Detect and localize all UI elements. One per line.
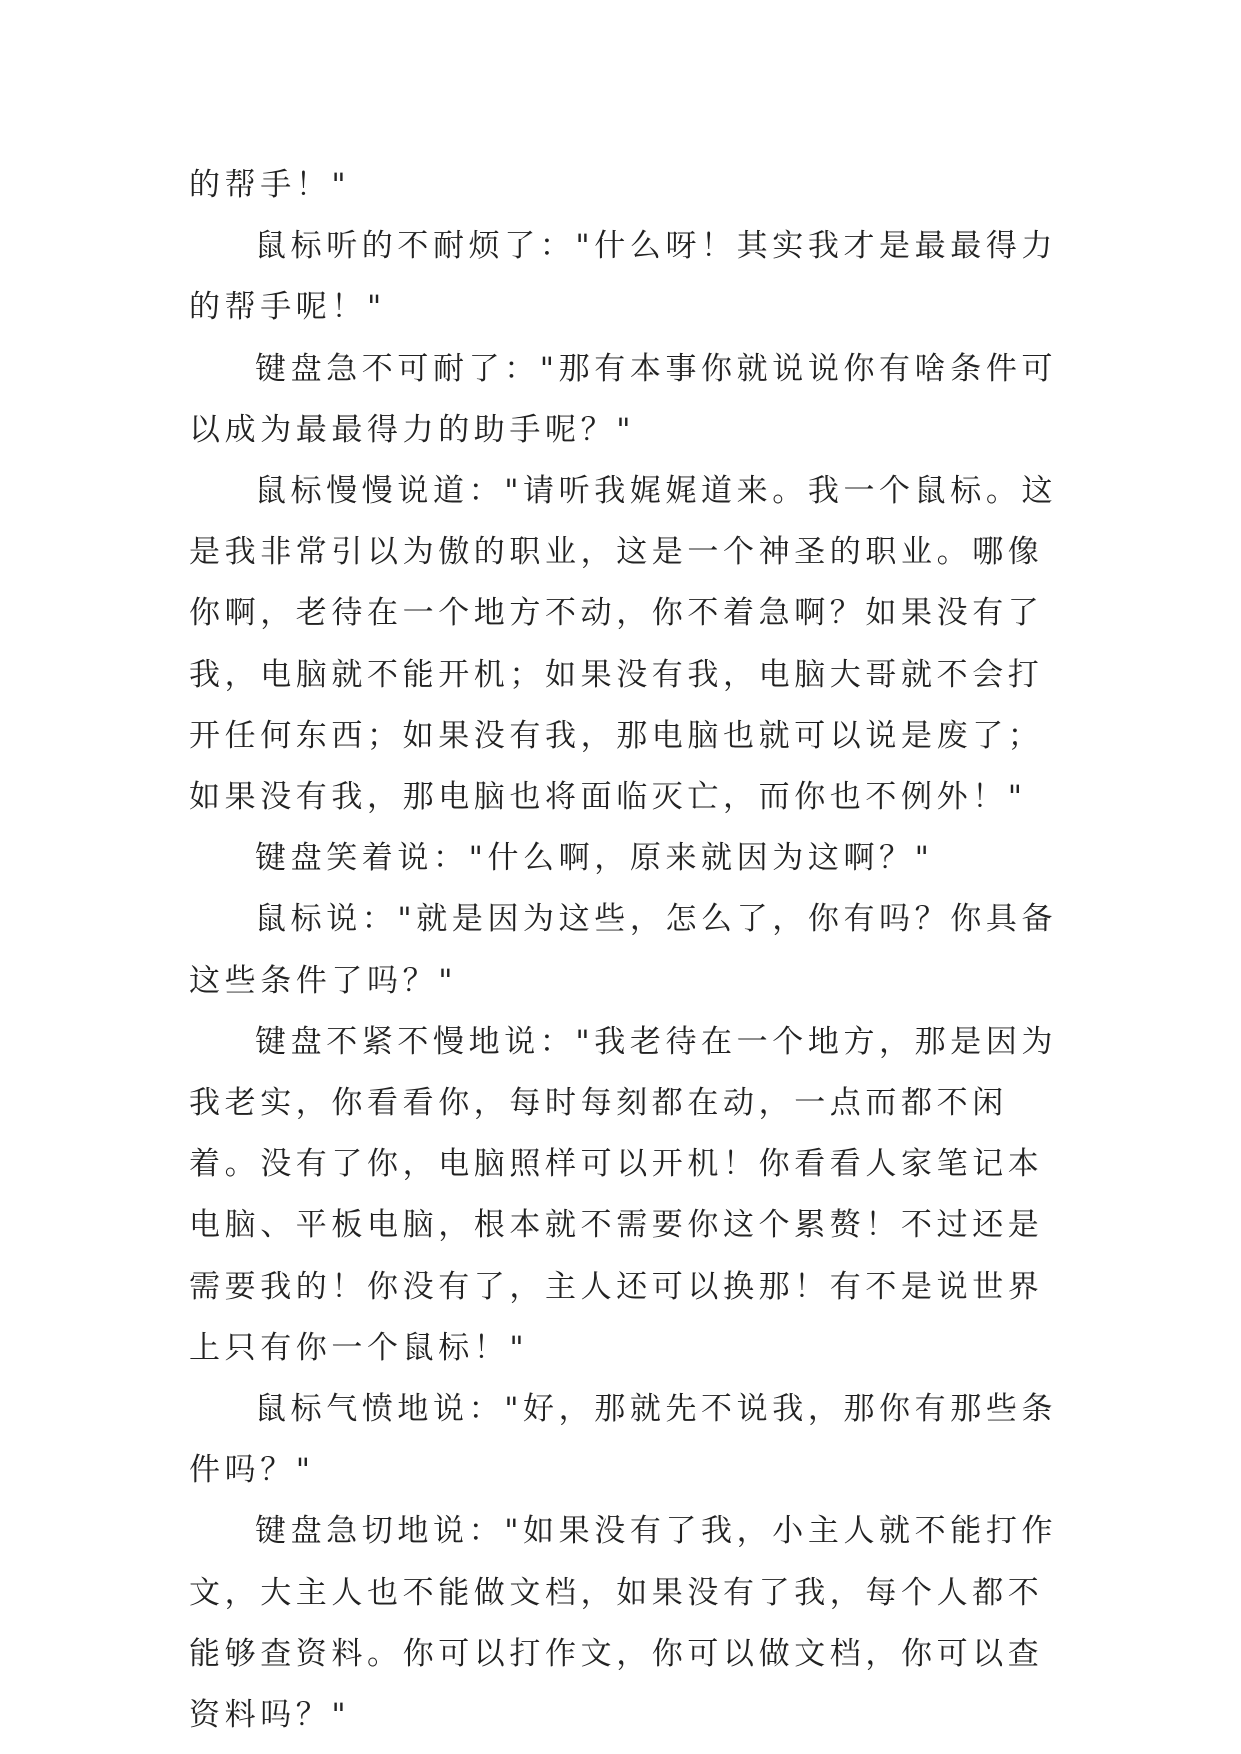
paragraph: 鼠标慢慢说道："请听我娓娓道来。我一个鼠标。这是我非常引以为傲的职业，这是一个神圣的职业。哪像你啊，老待在一个地方不动，你不着急啊？如果没有了我，电脑就不能开机；如果没有我，电脑大哥就不会打开任何东西；如果没有我，那电脑也就可以说是废了；如果没有我，那电脑也将面临灭亡，而你也不例外！": [189, 473, 1058, 816]
paragraph: 键盘不紧不慢地说："我老待在一个地方，那是因为我老实，你看看你，每时每刻都在动，一点而都不闲着。没有了你，电脑照样可以开机！你看看人家笔记本电脑、平板电脑，根本就不需要你这个累赘！不过还是需要我的！你没有了，主人还可以换那！有不是说世界上只有你一个鼠标！": [189, 1023, 1058, 1366]
paragraph: 键盘急不可耐了："那有本事你就说说你有啥条件可以成为最最得力的助手呢？": [189, 350, 1058, 448]
paragraph: 键盘急切地说："如果没有了我，小主人就不能打作文，大主人也不能做文档，如果没有了我，每个人都不能够查资料。你可以打作文，你可以做文档，你可以查资料吗？": [189, 1513, 1058, 1734]
body-text: [189, 155, 1059, 1746]
paragraph: 鼠标气愤地说："好，那就先不说我，那你有那些条件吗？": [189, 1391, 1058, 1489]
paragraph: 键盘笑着说："什么啊，原来就因为这啊？": [255, 840, 934, 877]
paragraph: 鼠标说："就是因为这些，怎么了，你有吗？你具备这些条件了吗？": [189, 901, 1058, 999]
paragraph: 鼠标听的不耐烦了："什么呀！其实我才是最最得力的帮手呢！": [189, 228, 1058, 326]
paragraph: 的帮手！": [189, 167, 351, 203]
